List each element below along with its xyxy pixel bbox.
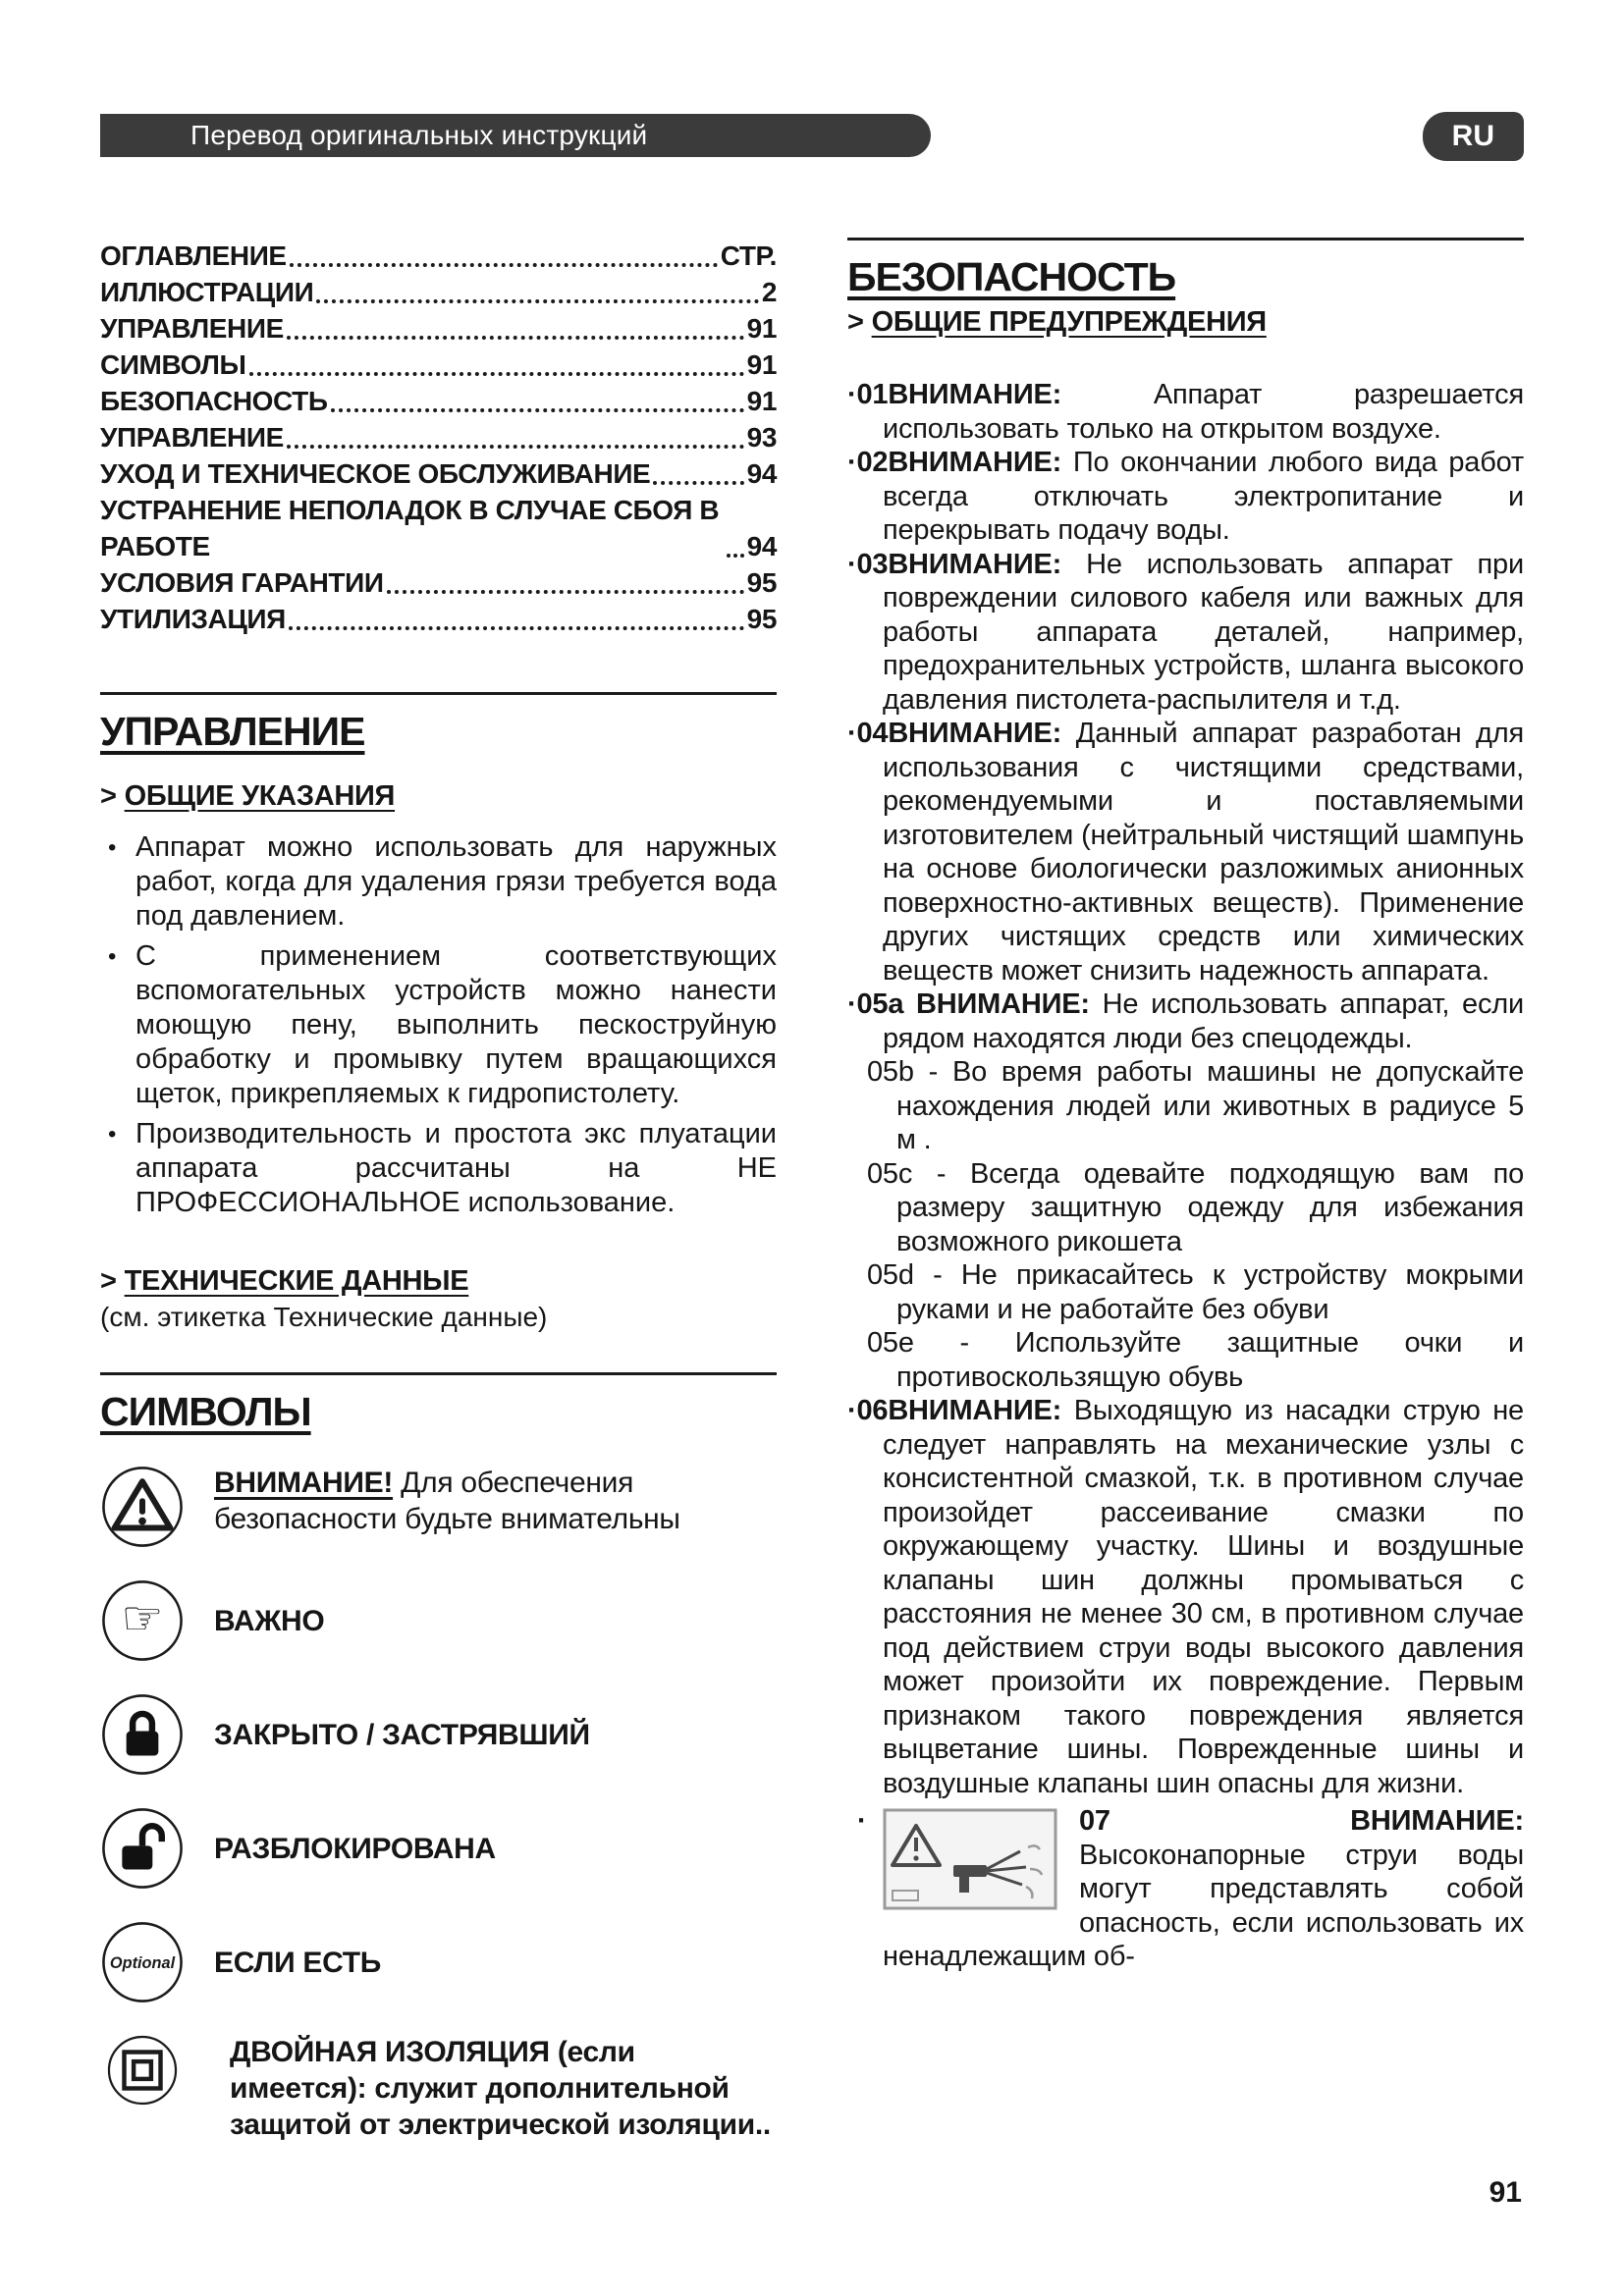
optional-icon-text: Optional: [109, 1954, 176, 1973]
language-badge: RU: [1423, 112, 1524, 161]
section-title-symbols: СИМВОЛЫ: [100, 1389, 311, 1434]
warning-text: Высоконапорные струи воды могут представлять собой опасность, если использовать их ненадлежащим об-: [883, 1839, 1524, 1972]
section-title-management: УПРАВЛЕНИЕ: [100, 709, 365, 754]
warning-text: 05d - Не прикасайтесь к устройству мокрыми руками и не работайте без обуви: [867, 1259, 1524, 1325]
warning-label: ·06ВНИМАНИЕ:: [847, 1395, 1062, 1426]
toc-entry: СИМВОЛЫ 91: [100, 349, 777, 380]
svg-text:☞: ☞: [121, 1590, 164, 1646]
warning-text: Не использовать аппарат при повреждении силового кабеля или важных для работы аппарата деталей, например, предохранительных устройств, шланга высокого давления пистолета-распылителя и т.д.: [883, 548, 1524, 716]
toc-entry: ИЛЛЮСТРАЦИИ 2: [100, 277, 777, 307]
symbol-row: [100, 1806, 777, 1891]
warning-text: 05e - Используйте защитные очки и противоскользящую обувь: [867, 1327, 1524, 1393]
subheading-technical-data: > ТЕХНИЧЕСКИЕ ДАННЫЕ: [100, 1265, 469, 1297]
left-column: [100, 238, 777, 2172]
safety-warning-sub: [847, 1326, 1524, 1394]
subheading-general-notes: > ОБЩИЕ УКАЗАНИЯ: [100, 780, 396, 812]
page-number: 91: [1489, 2176, 1522, 2209]
warning-text: Выходящую из насадки струю не следует направлять на механические узлы с консистентной смазкой, т.к. в противном случае произойдет рассеивание смазки по окружающему участку. Шины и воздушные клапаны шин должны промываться с расстояния не менее 30 см, в противном случае под действием струи воды высокого давления может произойти их повреждение. Первым признаком такого повреждения является выцветание шины. Поврежденные шины и воздушные клапаны шин опасны для жизни.: [883, 1395, 1524, 1799]
optional-icon: [100, 1920, 185, 2004]
toc-dots: [387, 590, 744, 594]
symbol-row: [100, 1920, 777, 2004]
toc-dots: [289, 626, 744, 630]
subheading-general-warnings: > ОБЩИЕ ПРЕДУПРЕЖДЕНИЯ: [847, 306, 1267, 338]
toc-entry: УПРАВЛЕНИЕ 93: [100, 422, 777, 453]
warning-text: 05b - Во время работы машины не допускайте нахождения людей или животных в радиусе 5 м .: [867, 1056, 1524, 1155]
symbol-label: ВНИМАНИЕ! Для обеспечения безопасности будьте внимательны: [214, 1467, 680, 1535]
double-insulation-icon: [106, 2034, 179, 2107]
safety-warning-sub: [847, 1258, 1524, 1326]
section-divider: [100, 692, 777, 695]
safety-warning-sub: [847, 1157, 1524, 1259]
header-title: Перевод оригинальных инструкций: [190, 120, 648, 150]
warning-text: По окончании любого вида работ всегда отключать электропитание и перекрывать подачу воды.: [883, 447, 1525, 546]
right-column: [847, 238, 1524, 2172]
toc-entry: УСЛОВИЯ ГАРАНТИИ 95: [100, 567, 777, 598]
warning-text: Данный аппарат разработан для использования с чистящими средствами, рекомендуемыми и поставляемыми изготовителем (нейтральный чистящий шампунь на основе биологически разложимых анионных поверхностно-активных веществ). Применение других чистящих средств или химических веществ может снизить надежность аппарата.: [883, 718, 1524, 987]
warning-label: ·05a ВНИМАНИЕ:: [847, 988, 1090, 1020]
warning-text: Аппарат разрешается использовать только на открытом воздухе.: [883, 379, 1524, 445]
section-divider: [100, 1372, 777, 1375]
safety-warning: [847, 1394, 1524, 1800]
toc-dots: [287, 336, 744, 340]
safety-warning-07: [847, 1804, 1524, 1974]
high-pressure-jet-warning-pictogram: [883, 1808, 1057, 1910]
safety-warning: [847, 446, 1524, 548]
toc-dots: [287, 445, 744, 449]
safety-warning: [847, 378, 1524, 446]
toc-dots: [316, 299, 759, 303]
toc-dots: [331, 408, 744, 412]
toc-entry: ОГЛАВЛЕНИЕ СТР.: [100, 240, 777, 271]
bullet-item: • Производительность и простота экс плуатации аппарата рассчитаны на НЕ ПРОФЕССИОНАЛЬНОЕ использование.: [100, 1117, 777, 1220]
safety-warning: [847, 717, 1524, 988]
warning-label: ·03ВНИМАНИЕ:: [847, 548, 1062, 580]
warning-label: 07 ВНИМАНИЕ:: [1079, 1805, 1524, 1837]
symbol-row: [100, 2034, 777, 2143]
warning-label: ·01ВНИМАНИЕ:: [847, 379, 1062, 410]
warning-text: Не использовать аппарат, если рядом находятся люди без спецодежды.: [883, 988, 1525, 1054]
safety-warning-sub: [847, 1055, 1524, 1157]
safety-warning: [847, 988, 1524, 1055]
warning-bullet: ·: [857, 1805, 867, 1837]
header-bar: [100, 114, 931, 157]
symbol-label: ВАЖНО: [214, 1604, 325, 1637]
toc-entry: УТИЛИЗАЦИЯ 95: [100, 604, 777, 634]
lock-open-icon: [100, 1806, 185, 1891]
toc-dots: [290, 263, 718, 267]
symbol-row: [100, 1578, 777, 1663]
symbol-label: РАЗБЛОКИРОВАНА: [214, 1832, 496, 1865]
symbol-label: ДВОЙНАЯ ИЗОЛЯЦИЯ (если имеется): служит дополнительной защитой от электрической изоляции..: [230, 2036, 771, 2141]
warning-label: ·02ВНИМАНИЕ:: [847, 447, 1062, 478]
toc-entry: УПРАВЛЕНИЕ 91: [100, 313, 777, 344]
lock-closed-icon: [100, 1692, 185, 1777]
toc-entry: БЕЗОПАСНОСТЬ 91: [100, 386, 777, 416]
symbol-row: [100, 1692, 777, 1777]
symbol-row: [100, 1465, 777, 1549]
table-of-contents: [100, 238, 777, 637]
symbol-label: ЕСЛИ ЕСТЬ: [214, 1946, 381, 1979]
toc-dots: [653, 481, 743, 485]
warning-text: 05c - Всегда одевайте подходящую вам по размеру защитную одежду для избежания возможного рикошета: [867, 1157, 1524, 1257]
pointing-hand-icon: [100, 1578, 185, 1663]
toc-dots: [249, 372, 744, 376]
bullet-item: • С применением соответствующих вспомогательных устройств можно нанести моющую пену, выполнить пескоструйную обработку и промывку путем вращающихся щеток, прикрепляемых к гидропистолету.: [100, 939, 777, 1111]
toc-entry: УСТРАНЕНИЕ НЕПОЛАДОК В СЛУЧАЕ СБОЯ В РАБОТЕ 94: [100, 495, 777, 561]
two-column-layout: [100, 238, 1524, 2172]
warning-triangle-icon: [100, 1465, 185, 1549]
warning-label: ·04ВНИМАНИЕ:: [847, 718, 1062, 749]
section-divider: [847, 238, 1524, 240]
bullet-item: • Аппарат можно использовать для наружных работ, когда для удаления грязи требуется вода под давлением.: [100, 830, 777, 934]
safety-warning: [847, 548, 1524, 718]
section-title-safety: БЕЗОПАСНОСТЬ: [847, 254, 1176, 299]
toc-dots: [727, 554, 744, 558]
technical-data-note: (см. этикетка Технические данные): [100, 1302, 548, 1332]
toc-entry: УХОД И ТЕХНИЧЕСКОЕ ОБСЛУЖИВАНИЕ 94: [100, 458, 777, 489]
symbol-label: ЗАКРЫТО / ЗАСТРЯВШИЙ: [214, 1718, 590, 1751]
